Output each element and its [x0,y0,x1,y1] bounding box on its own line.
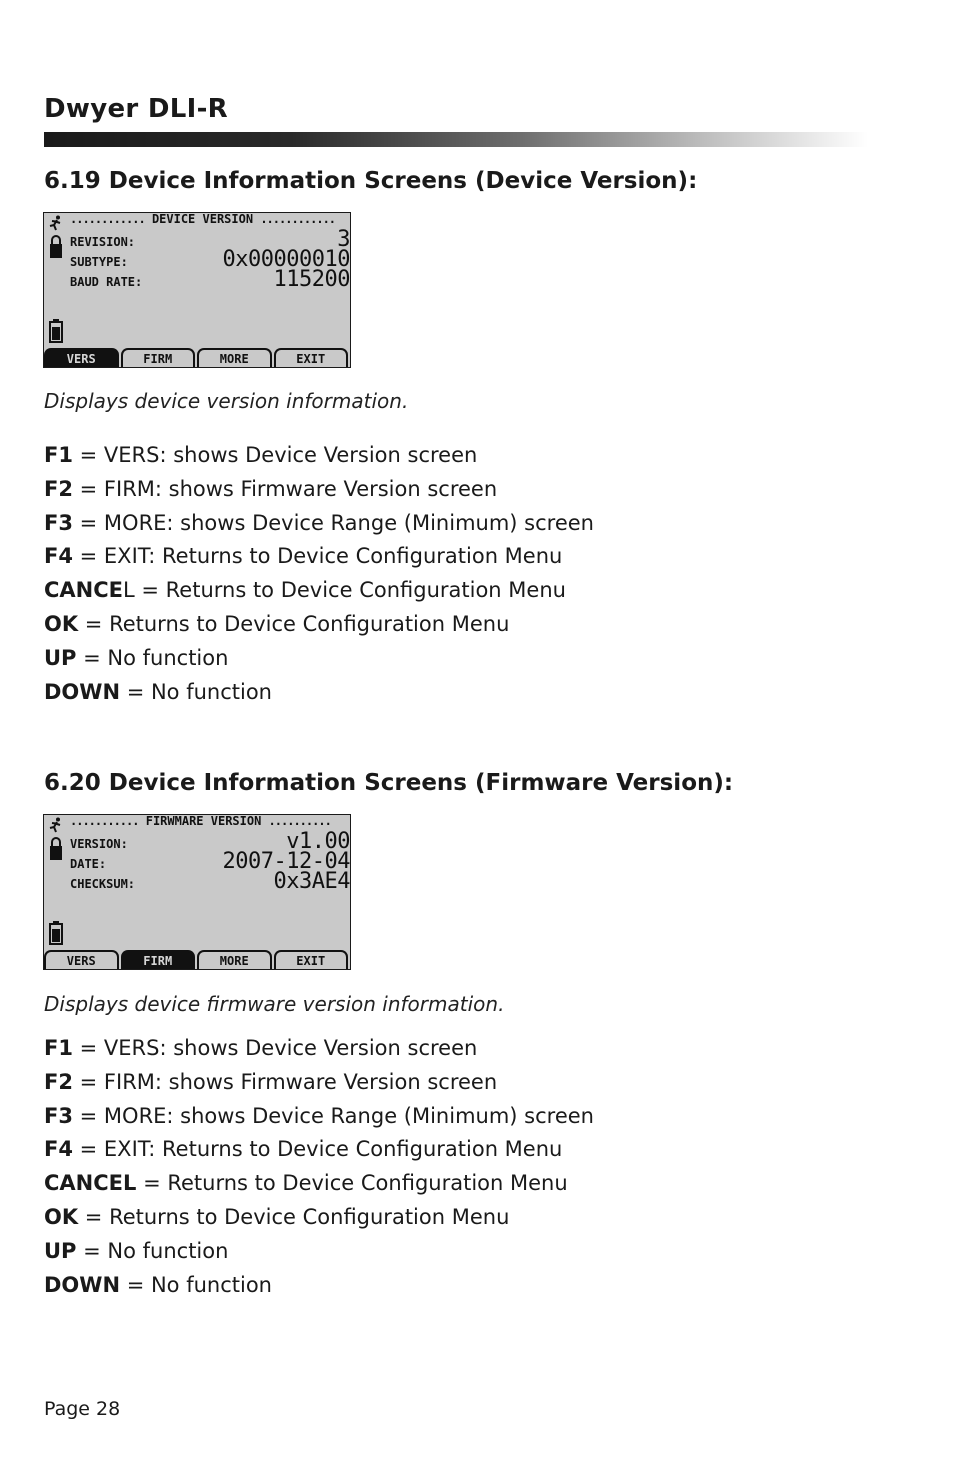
lcd-label: VERSION: [70,837,128,851]
key-description: = MORE: shows Device Range (Minimum) screen [72,1103,594,1128]
key-name: F3 [44,1103,73,1128]
softkey-more: MORE [197,348,272,367]
title-dots: .......... [268,815,331,828]
list-item [44,1100,594,1134]
key-name: F3 [44,510,73,535]
battery-icon [49,921,63,945]
lcd-row-baud-rate [70,267,350,292]
page-number: Page 28 [44,1398,121,1420]
key-name: F4 [44,544,73,569]
softkey-exit: EXIT [274,950,349,969]
key-name: CANCEL [44,1171,137,1196]
title-dots: ............ [70,213,145,226]
list-item [44,1269,594,1303]
lcd-value: 2007-12-04 [222,849,350,874]
header-gradient-bar [44,132,868,147]
key-name: F2 [44,1069,73,1094]
softkey-firm: FIRM [121,950,196,969]
softkey-more: MORE [197,950,272,969]
key-function-list [44,1032,594,1302]
lcd-screen-device-version [43,212,351,368]
lcd-value: v1.00 [286,829,350,854]
key-name: DOWN [44,1272,121,1297]
list-item [44,507,594,541]
lcd-label: SUBTYPE: [70,255,128,269]
lcd-value: 0x3AE4 [273,869,350,894]
lcd-value: 3 [337,227,350,252]
key-description: = Returns to Device Configuration Menu [136,1171,568,1196]
section-title: 6.19 Device Information Screens (Device Version): [44,168,698,194]
lcd-title-text: DEVICE VERSION [151,213,254,226]
title-dots: ........... [70,815,139,828]
key-name: F1 [44,1036,73,1060]
battery-icon [49,319,63,343]
key-name: OK [44,1204,79,1229]
key-description: = VERS: shows Device Version screen [72,1036,478,1060]
key-function-list [44,439,594,709]
list-item [44,608,594,642]
key-name: F2 [44,476,73,501]
list-item [44,473,594,507]
list-item [44,1133,594,1167]
list-item [44,1167,594,1201]
key-description: = VERS: shows Device Version screen [72,443,478,467]
key-name: UP [44,1238,77,1263]
lcd-value: 0x00000010 [222,247,350,272]
lock-icon [49,235,63,259]
key-description: = FIRM: shows Firmware Version screen [72,476,498,501]
running-man-icon [49,215,63,231]
list-item [44,676,594,710]
key-description: = No function [120,1272,272,1297]
softkey-firm: FIRM [121,348,196,367]
page-header-title: Dwyer DLI-R [44,94,228,124]
key-name: F4 [44,1137,73,1162]
key-description: L = Returns to Device Configuration Menu [123,578,566,603]
softkey-exit: EXIT [274,348,349,367]
key-description: = No function [76,1238,229,1263]
key-description: = Returns to Device Configuration Menu [78,1204,510,1229]
list-item [44,1032,594,1066]
key-name: UP [44,645,77,670]
list-item [44,439,594,473]
lcd-label: BAUD RATE: [70,275,143,289]
softkey-vers: VERS [44,950,119,969]
lock-icon [49,837,63,861]
key-description: = MORE: shows Device Range (Minimum) screen [72,510,594,535]
key-description: = No function [76,645,229,670]
list-item [44,540,594,574]
key-name: F1 [44,443,73,467]
lcd-value: 115200 [273,267,350,292]
lcd-screen-firmware-version [43,814,351,970]
list-item [44,642,594,676]
lcd-row-checksum [70,869,350,894]
list-item [44,1066,594,1100]
key-name: OK [44,611,79,636]
list-item [44,1235,594,1269]
lcd-title-text: FIRWMARE VERSION [145,815,262,828]
running-man-icon [49,817,63,833]
lcd-label: DATE: [70,857,107,871]
list-item [44,1201,594,1235]
lcd-label: CHECKSUM: [70,877,136,891]
key-name: CANCE [44,578,123,603]
section-title: 6.20 Device Information Screens (Firmware Version): [44,770,734,796]
lcd-softkey-tabs [44,950,350,969]
list-item [44,574,594,608]
key-description: = EXIT: Returns to Device Configuration Menu [72,1137,563,1162]
lcd-screen-title [70,815,350,828]
key-description: = Returns to Device Configuration Menu [78,611,510,636]
key-description: = No function [120,679,272,704]
lcd-softkey-tabs [44,348,350,367]
title-dots: ............ [260,213,336,226]
softkey-vers: VERS [44,348,119,367]
screen-caption: Displays device version information. [44,389,409,413]
key-name: DOWN [44,679,121,704]
key-description: = FIRM: shows Firmware Version screen [72,1069,498,1094]
key-description: = EXIT: Returns to Device Configuration Menu [72,544,563,569]
lcd-label: REVISION: [70,235,136,249]
lcd-screen-title [70,213,350,226]
screen-caption: Displays device firmware version information. [44,992,505,1016]
